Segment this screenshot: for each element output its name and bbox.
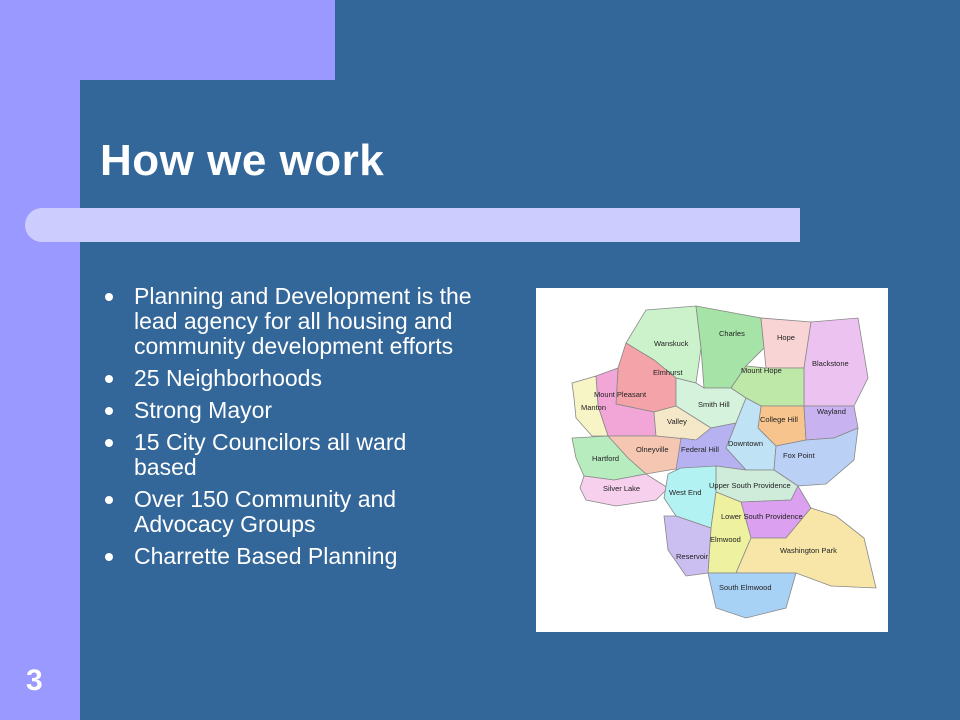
title-underline-bar xyxy=(25,208,800,242)
label-reservoir: Reservoir xyxy=(676,552,709,561)
bullet-list xyxy=(104,284,474,576)
bullet-item xyxy=(104,544,474,569)
label-fox-point: Fox Point xyxy=(783,451,815,460)
label-wayland: Wayland xyxy=(817,407,846,416)
label-silver-lake: Silver Lake xyxy=(603,484,641,493)
bullet-icon xyxy=(105,375,113,383)
bullet-text: Strong Mayor xyxy=(134,397,273,423)
bullet-text: 15 City Councilors all ward based xyxy=(134,429,407,480)
label-washington-park: Washington Park xyxy=(780,546,837,555)
bullet-icon xyxy=(105,496,113,504)
bullet-text: Over 150 Community and Advocacy Groups xyxy=(134,486,397,537)
top-accent-block xyxy=(80,0,335,80)
label-south-elmwood: South Elmwood xyxy=(719,583,772,592)
label-elmwood: Elmwood xyxy=(710,535,741,544)
bullet-item xyxy=(104,430,474,480)
label-elmhurst: Elmhurst xyxy=(653,368,683,377)
label-smith-hill: Smith Hill xyxy=(698,400,730,409)
region-south-elmwood xyxy=(708,573,796,618)
label-charles: Charles xyxy=(719,329,745,338)
bullet-icon xyxy=(105,407,113,415)
bullet-text: Charrette Based Planning xyxy=(134,543,398,569)
label-upper-south-providence: Upper South Providence xyxy=(709,481,791,490)
bullet-icon xyxy=(105,293,113,301)
label-valley: Valley xyxy=(667,417,687,426)
map-svg xyxy=(536,288,888,632)
label-mount-hope: Mount Hope xyxy=(741,366,782,375)
bullet-icon xyxy=(105,439,113,447)
label-hope: Hope xyxy=(777,333,795,342)
label-blackstone: Blackstone xyxy=(812,359,849,368)
bullet-item xyxy=(104,487,474,537)
bullet-item xyxy=(104,284,474,359)
label-west-end: West End xyxy=(669,488,702,497)
slide-number: 3 xyxy=(26,664,43,697)
label-federal-hill: Federal Hill xyxy=(681,445,719,454)
bullet-text: 25 Neighborhoods xyxy=(134,365,322,391)
bullet-text: Planning and Development is the lead agency for all housing and community development efforts xyxy=(134,283,472,359)
label-downtown: Downtown xyxy=(728,439,764,448)
label-wanskuck: Wanskuck xyxy=(654,339,689,348)
bullet-icon xyxy=(105,553,113,561)
label-mount-pleasant: Mount Pleasant xyxy=(594,390,647,399)
label-olneyville: Olneyville xyxy=(636,445,669,454)
region-hope xyxy=(761,318,811,368)
rounded-corner xyxy=(80,80,140,140)
label-lower-south-providence: Lower South Providence xyxy=(721,512,803,521)
left-accent-band xyxy=(0,0,80,720)
bullet-item xyxy=(104,398,474,423)
neighborhood-map xyxy=(536,288,888,632)
label-college-hill: College Hill xyxy=(760,415,798,424)
label-hartford: Hartford xyxy=(592,454,620,463)
bullet-item xyxy=(104,366,474,391)
slide-title: How we work xyxy=(100,136,385,185)
label-manton: Manton xyxy=(581,403,607,412)
